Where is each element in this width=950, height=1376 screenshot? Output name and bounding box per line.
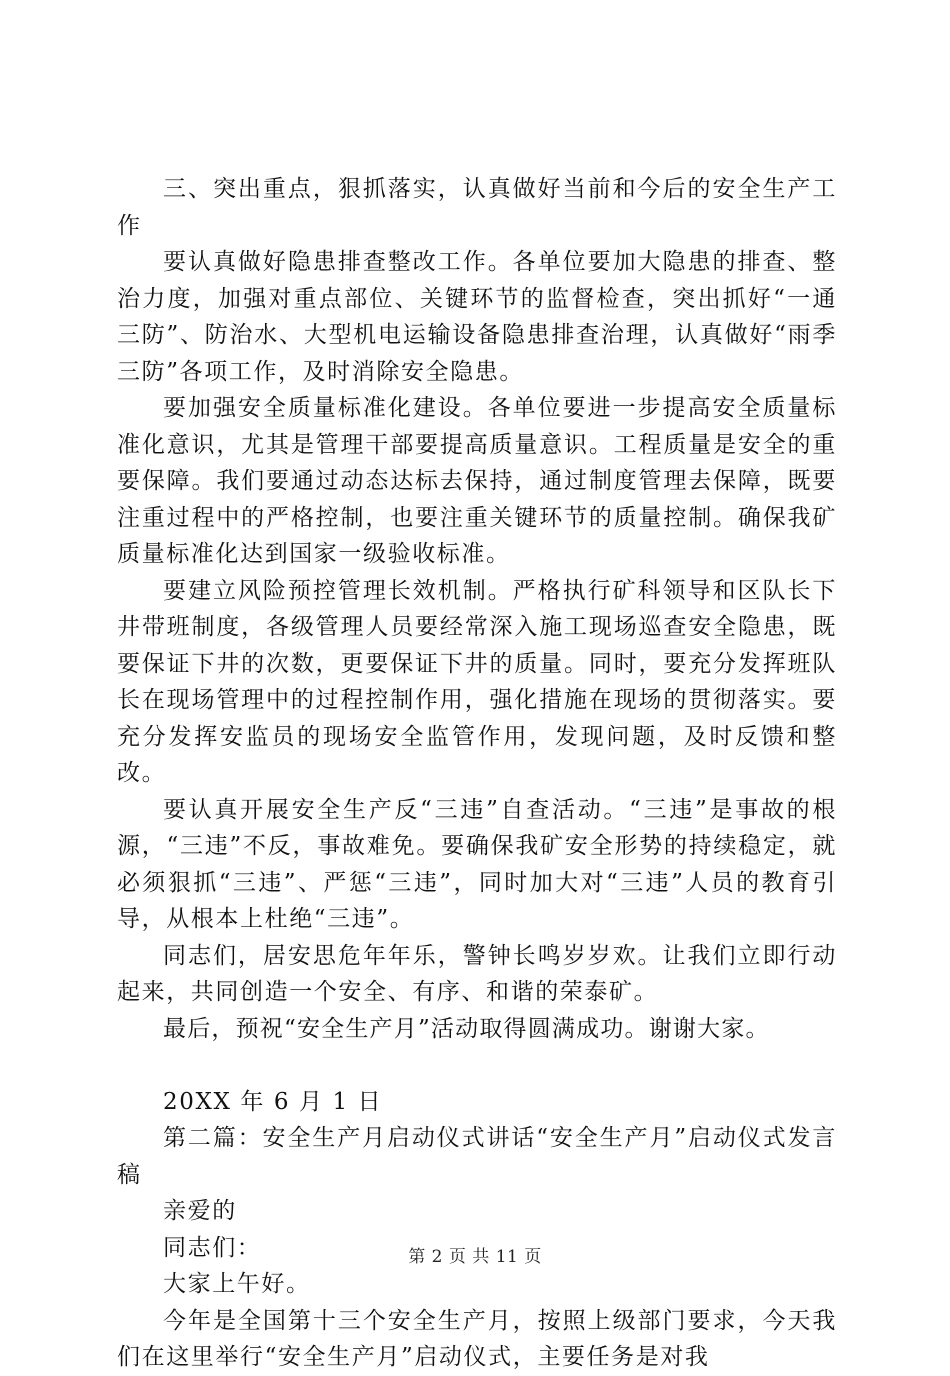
second-section-title: 第二篇：安全生产月启动仪式讲话“安全生产月”启动仪式发言稿 [117,1125,837,1188]
paragraph-closing: 最后，预祝“安全生产月”活动取得圆满成功。谢谢大家。 [163,1015,770,1042]
document-date: 20XX 年 6 月 1 日 [163,1088,383,1115]
salutation-line-2: 同志们： [163,1234,262,1261]
paragraph-opening: 今年是全国第十三个安全生产月，按照上级部门要求，今天我们在这里举行“安全生产月”启动仪式，主要任务是对我 [117,1307,837,1370]
blank-line [117,1047,837,1084]
paragraph-comrades: 同志们，居安思危年年乐，警钟长鸣岁岁欢。让我们立即行动起来，共同创造一个安全、有序、和谐的荣泰矿。 [117,942,837,1005]
section-heading: 三、突出重点，狠抓落实，认真做好当前和今后的安全生产工作 [117,176,837,239]
paragraph-quality-standard: 要加强安全质量标准化建设。各单位要进一步提高安全质量标准化意识，尤其是管理干部要提高质量意识。工程质量是安全的重要保障。我们要通过动态达标去保持，通过制度管理去保障，既要注重过程中的严格控制，也要注重关键环节的质量控制。确保我矿质量标准化达到国家一级验收标准。 [117,395,837,567]
document-body [117,171,837,1376]
paragraph-three-violations: 要认真开展安全生产反“三违”自查活动。“三违”是事故的根源，“三违”不反，事故难免。要确保我矿安全形势的持续稳定，就必须狠抓“三违”、严惩“三违”，同时加大对“三违”人员的教育引导，从根本上杜绝“三违”。 [117,796,837,932]
page-number-footer: 第 2 页 共 11 页 [408,1247,542,1267]
greeting: 大家上午好。 [163,1271,311,1297]
paragraph-hazard-inspection: 要认真做好隐患排查整改工作。各单位要加大隐患的排查、整治力度，加强对重点部位、关键环节的监督检查，突出抓好“一通三防”、防治水、大型机电运输设备隐患排查治理，认真做好“雨季三防”各项工作，及时消除安全隐患。 [117,249,837,385]
paragraph-risk-control: 要建立风险预控管理长效机制。严格执行矿科领导和区队长下井带班制度，各级管理人员要经常深入施工现场巡查安全隐患，既要保证下井的次数，更要保证下井的质量。同时，要充分发挥班队长在现场管理中的过程控制作用，强化措施在现场的贯彻落实。要充分发挥安监员的现场安全监管作用，发现问题，及时反馈和整改。 [117,577,837,786]
salutation-line-1: 亲爱的 [163,1198,237,1224]
